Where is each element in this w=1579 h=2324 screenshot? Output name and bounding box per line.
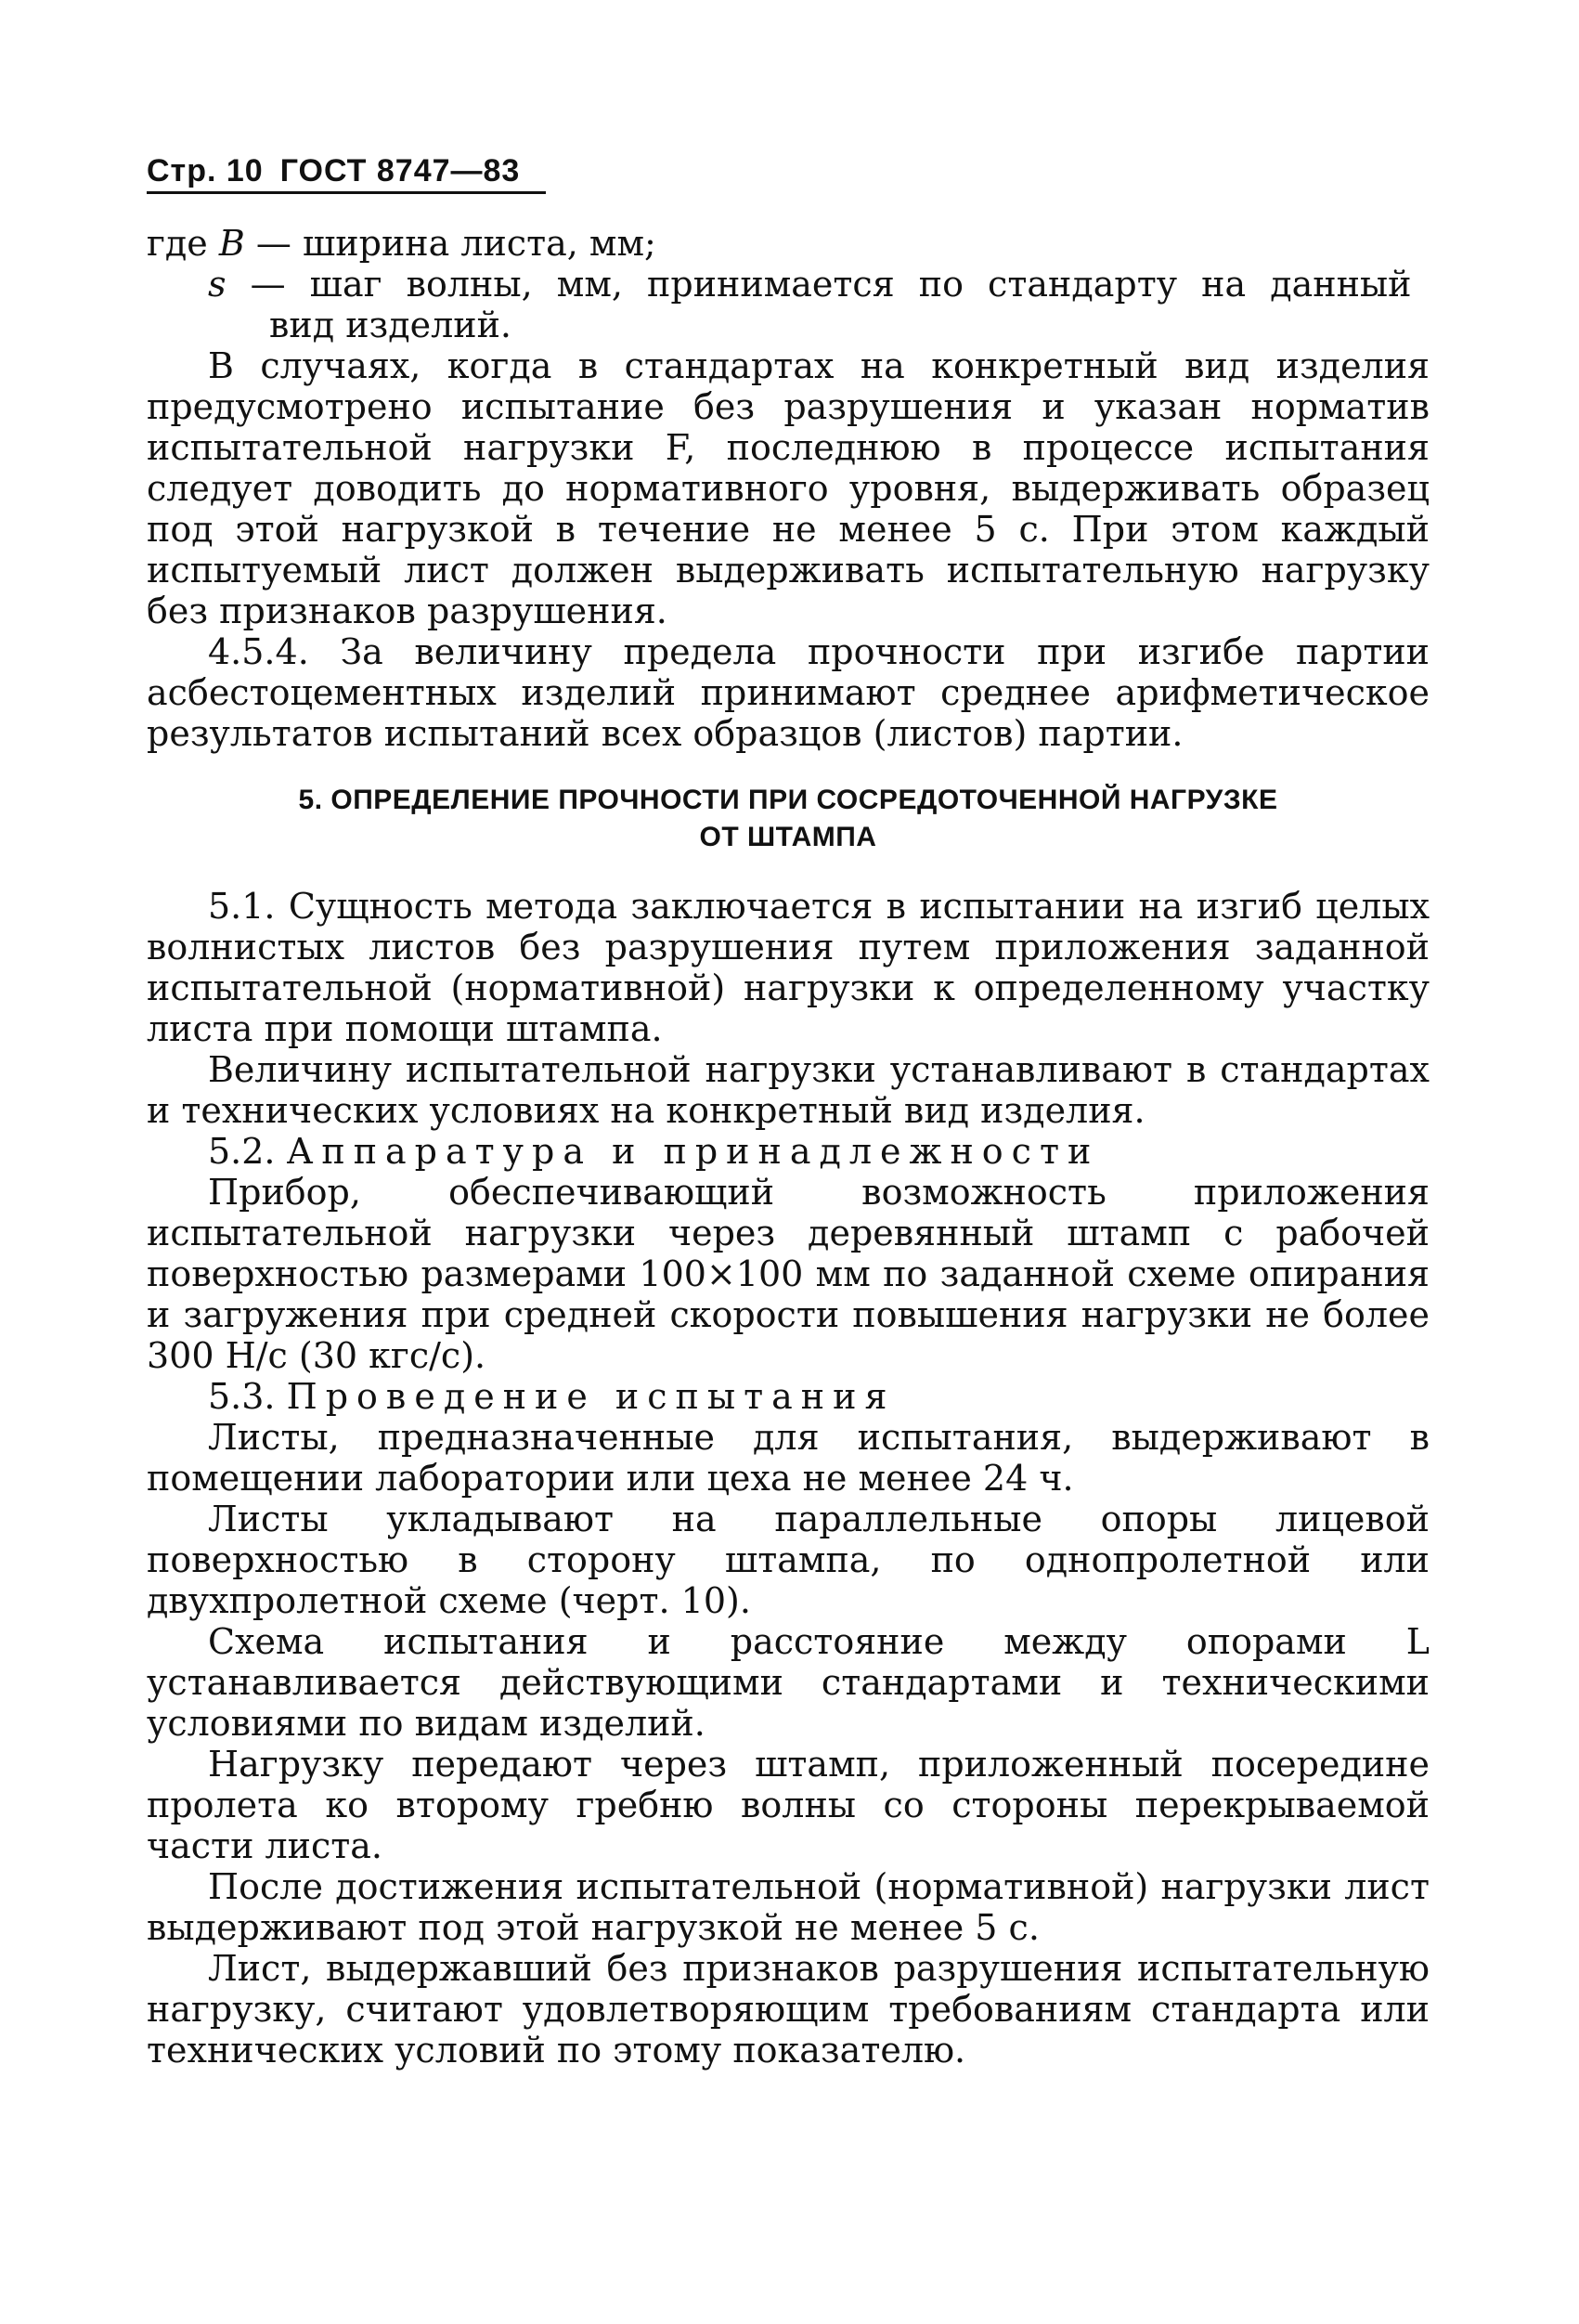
subheading-5-3-title: Проведение испытания xyxy=(286,1376,896,1417)
where-s-cont: вид изделий. xyxy=(269,305,512,345)
document-body xyxy=(147,223,1430,2071)
where-line-b xyxy=(147,223,1430,264)
section-heading-5 xyxy=(147,782,1430,856)
subheading-5-2 xyxy=(147,1131,1430,1172)
paragraph-5-3-acceptance: Лист, выдержавший без признаков разрушения испытательную нагрузку, считают удовлетворяющим требованиям стандарта или технических условий по этому показателю. xyxy=(147,1948,1430,2071)
where-prefix: где xyxy=(147,223,219,264)
paragraph-5-3-scheme: Схема испытания и расстояние между опорами L устанавливается действующими стандартами и техническими условиями по видам изделий. xyxy=(147,1621,1430,1744)
paragraph-5-3-load-transfer: Нагрузку передают через штамп, приложенный посередине пролета ко второму гребню волны со стороны перекрываемой части листа. xyxy=(147,1744,1430,1866)
subheading-5-2-num: 5.2. xyxy=(208,1131,287,1172)
paragraph-5-3-placement: Листы укладывают на параллельные опоры лицевой поверхностью в сторону штампа, по однопролетной или двухпролетной схеме (черт. 10). xyxy=(147,1499,1430,1621)
paragraph-5-1-load: Величину испытательной нагрузки устанавливают в стандартах и технических условиях на конкретный вид изделия. xyxy=(147,1049,1430,1131)
where-block xyxy=(147,223,1430,345)
subheading-5-3 xyxy=(147,1376,1430,1417)
page-header xyxy=(147,153,546,194)
where-b-text: — ширина листа, мм; xyxy=(244,223,656,264)
paragraph-4-5-4: 4.5.4. За величину предела прочности при изгибе партии асбестоцементных изделий принимают среднее арифметическое результатов испытаний всех образцов (листов) партии. xyxy=(147,631,1430,754)
section-heading-line1: 5. ОПРЕДЕЛЕНИЕ ПРОЧНОСТИ ПРИ СОСРЕДОТОЧЕННОЙ НАГРУЗКЕ xyxy=(298,785,1278,815)
standard-number: ГОСТ 8747—83 xyxy=(279,153,521,188)
var-b: B xyxy=(218,223,245,264)
paragraph-5-1: 5.1. Сущность метода заключается в испытании на изгиб целых волнистых листов без разрушения путем приложения заданной испытательной (нормативной) нагрузки к определенному участку листа при помощи штампа. xyxy=(147,886,1430,1049)
var-s: s xyxy=(208,264,226,305)
paragraph-5-2: Прибор, обеспечивающий возможность приложения испытательной нагрузки через деревянный штамп с рабочей поверхностью размерами 100×100 мм по заданной схеме опирания и загружения при средней скорости повышения нагрузки не более 300 Н/с (30 кгс/с). xyxy=(147,1172,1430,1376)
subheading-5-2-title: Аппаратура и принадлежности xyxy=(286,1131,1100,1172)
paragraph-no-destruction: В случаях, когда в стандартах на конкретный вид изделия предусмотрено испытание без разрушения и указан норматив испытательной нагрузки F, последнюю в процессе испытания следует доводить до нормативного уровня, выдерживать образец под этой нагрузкой в течение не менее 5 с. При этом каждый испытуемый лист должен выдерживать испытательную нагрузку без признаков разрушения. xyxy=(147,345,1430,631)
paragraph-5-3-conditioning: Листы, предназначенные для испытания, выдерживают в помещении лаборатории или цеха не менее 24 ч. xyxy=(147,1417,1430,1499)
paragraph-5-3-hold: После достижения испытательной (нормативной) нагрузки лист выдерживают под этой нагрузкой не менее 5 с. xyxy=(147,1866,1430,1948)
where-s-text: — шаг волны, мм, принимается по стандарту на данный xyxy=(226,264,1412,305)
where-line-s xyxy=(147,264,1430,345)
section-heading-line2: ОТ ШТАМПА xyxy=(699,822,877,852)
page-number: Стр. 10 xyxy=(147,153,264,188)
subheading-5-3-num: 5.3. xyxy=(208,1376,287,1417)
